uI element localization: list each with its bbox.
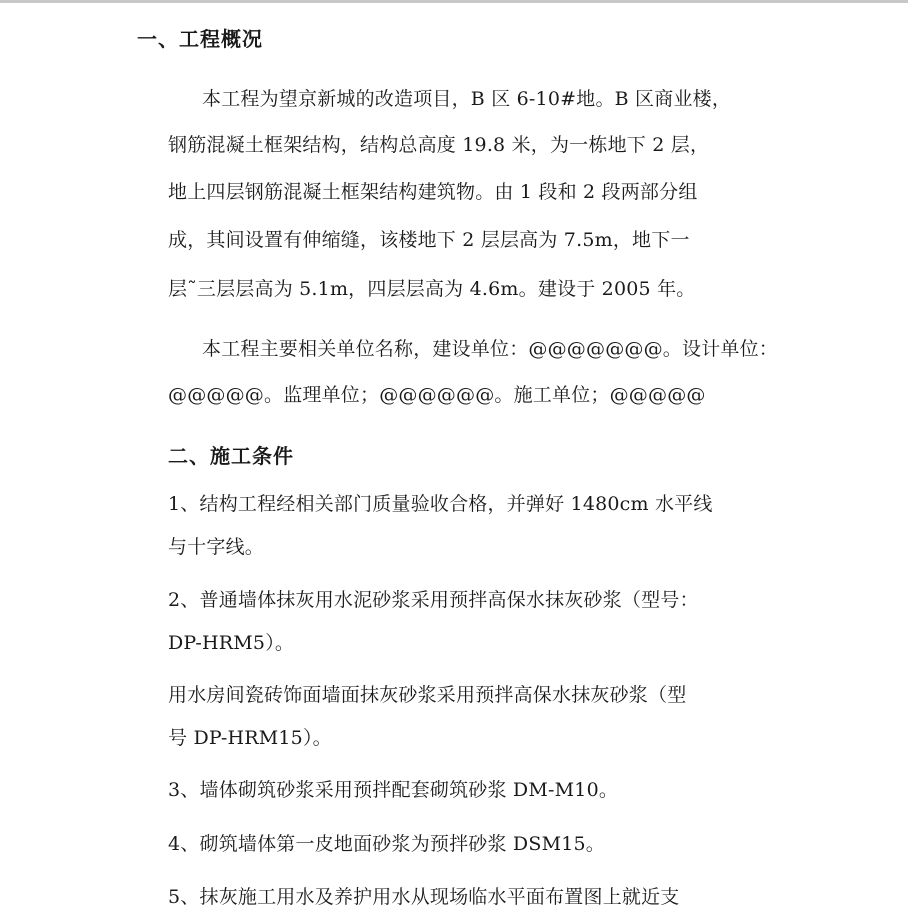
condition-item-2b-line-2: 号 DP-HRM15）。: [168, 727, 332, 749]
condition-item-2-line-1: 2、普通墙体抹灰用水泥砂浆采用预拌高保水抹灰砂浆（型号：: [168, 589, 699, 611]
condition-item-1-line-2: 与十字线。: [168, 536, 265, 558]
condition-item-4: 4、砌筑墙体第一皮地面砂浆为预拌砂浆 DSM15。: [168, 833, 606, 855]
overview-paragraph-line-4: 成，其间设置有伸缩缝，该楼地下 2 层层高为 7.5m，地下一: [168, 229, 690, 251]
condition-item-2-line-2: DP-HRM5）。: [168, 632, 295, 654]
condition-item-1-line-1: 1、结构工程经相关部门质量验收合格，并弹好 1480cm 水平线: [168, 493, 713, 515]
condition-item-3: 3、墙体砌筑砂浆采用预拌配套砌筑砂浆 DM-M10。: [168, 779, 619, 801]
condition-item-5-partial: 5、抹灰施工用水及养护用水从现场临水平面布置图上就近支: [168, 886, 680, 908]
overview-paragraph-line-2: 钢筋混凝土框架结构，结构总高度 19.8 米，为一栋地下 2 层，: [168, 134, 710, 156]
units-paragraph-line-2: @@@@@。监理单位；@@@@@@。施工单位；@@@@@: [168, 384, 706, 406]
units-paragraph-line-1: 本工程主要相关单位名称，建设单位：@@@@@@@。设计单位：: [202, 338, 779, 360]
overview-paragraph-line-5: 层˜三层层高为 5.1m，四层层高为 4.6m。建设于 2005 年。: [168, 278, 696, 300]
section-2-heading: 二、施工条件: [168, 444, 294, 468]
overview-paragraph-line-3: 地上四层钢筋混凝土框架结构建筑物。由 1 段和 2 段两部分组: [168, 181, 698, 203]
condition-item-2b-line-1: 用水房间瓷砖饰面墙面抹灰砂浆采用预拌高保水抹灰砂浆（型: [168, 684, 687, 706]
section-1-heading: 一、工程概况: [137, 27, 263, 51]
overview-paragraph-line-1: 本工程为望京新城的改造项目，B 区 6-10#地。B 区商业楼，: [202, 88, 732, 110]
